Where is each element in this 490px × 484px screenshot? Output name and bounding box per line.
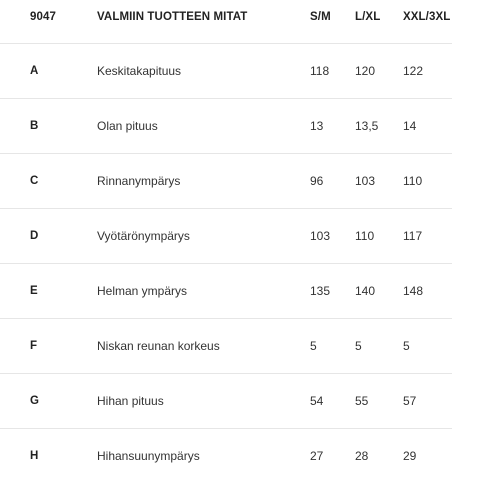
value-s-m: 5 <box>310 339 317 353</box>
value-l-xl: 55 <box>355 394 369 408</box>
measure-code: G <box>30 395 39 407</box>
measure-name: Vyötärönympärys <box>97 229 190 243</box>
value-xxl-3xl: 110 <box>403 174 423 188</box>
measure-name: Helman ympärys <box>97 284 188 298</box>
measure-code: H <box>30 450 39 462</box>
measure-name: Niskan reunan korkeus <box>97 339 220 353</box>
value-l-xl: 13,5 <box>355 119 379 133</box>
value-xxl-3xl: 14 <box>403 119 417 133</box>
table-row <box>0 264 452 319</box>
value-l-xl: 28 <box>355 449 369 463</box>
measure-name: Rinnanympärys <box>97 174 181 188</box>
header-product-code: 9047 <box>30 11 56 23</box>
measure-name: Hihan pituus <box>97 394 164 408</box>
table-row <box>0 429 452 484</box>
table-row <box>0 99 452 154</box>
measure-code: A <box>30 65 39 77</box>
value-s-m: 135 <box>310 284 331 298</box>
table-row <box>0 374 452 429</box>
value-xxl-3xl: 57 <box>403 394 417 408</box>
measure-code: E <box>30 285 38 297</box>
table-header <box>0 0 452 44</box>
value-s-m: 103 <box>310 229 331 243</box>
table-row <box>0 319 452 374</box>
measure-code: C <box>30 175 39 187</box>
measure-name: Olan pituus <box>97 119 158 133</box>
value-s-m: 96 <box>310 174 324 188</box>
value-l-xl: 110 <box>355 229 375 243</box>
value-s-m: 27 <box>310 449 324 463</box>
value-xxl-3xl: 5 <box>403 339 410 353</box>
measure-name: Keskitakapituus <box>97 64 182 78</box>
measure-code: B <box>30 120 39 132</box>
value-l-xl: 120 <box>355 64 376 78</box>
table-row <box>0 44 452 99</box>
value-xxl-3xl: 148 <box>403 284 424 298</box>
measure-code: D <box>30 230 39 242</box>
value-l-xl: 140 <box>355 284 376 298</box>
table-row <box>0 209 452 264</box>
header-size-xxl-3xl: XXL/3XL <box>403 11 451 23</box>
header-measurements-title: VALMIIN TUOTTEEN MITAT <box>97 11 248 23</box>
table-row <box>0 154 452 209</box>
value-xxl-3xl: 29 <box>403 449 417 463</box>
header-size-s-m: S/M <box>310 11 331 23</box>
measure-name: Hihansuunympärys <box>97 449 200 463</box>
value-s-m: 54 <box>310 394 324 408</box>
value-s-m: 118 <box>310 64 330 78</box>
measure-code: F <box>30 340 38 352</box>
value-l-xl: 5 <box>355 339 362 353</box>
header-size-l-xl: L/XL <box>355 11 381 23</box>
value-xxl-3xl: 122 <box>403 64 424 78</box>
value-l-xl: 103 <box>355 174 376 188</box>
value-xxl-3xl: 117 <box>403 229 423 243</box>
value-s-m: 13 <box>310 119 324 133</box>
